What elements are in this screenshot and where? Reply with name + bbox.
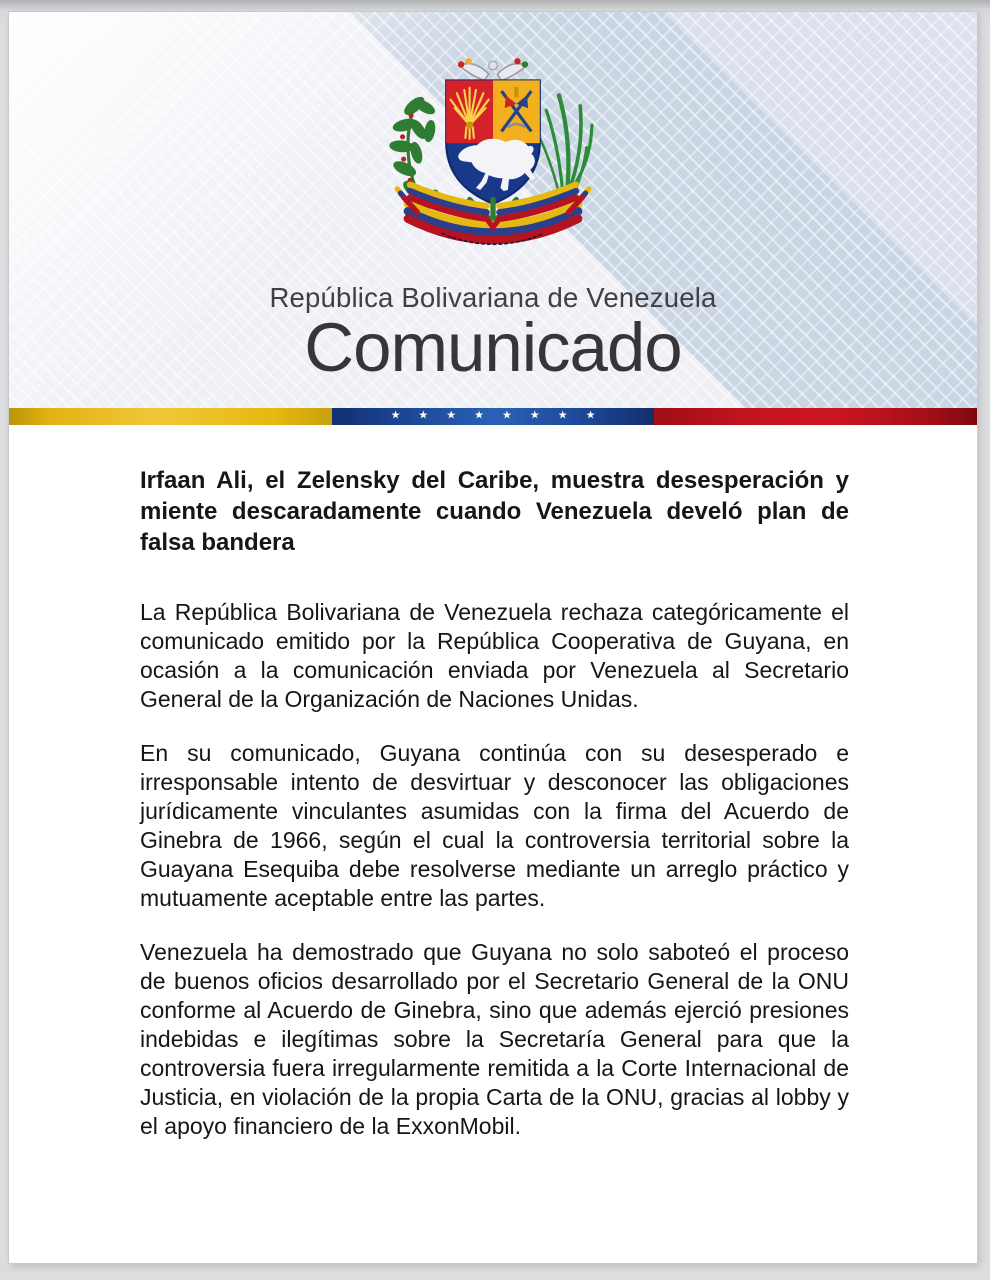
venezuela-coat-of-arms-icon <box>376 38 610 276</box>
paragraph-3: Venezuela ha demostrado que Guyana no solo saboteó el proceso de buenos oficios desarrollado por el Secretario General de la ONU conforme al Acuerdo de Ginebra, sino que además ejerció presiones indebidas e ilegítimas sobre la Secretaría General para que la controversia fuera irregularmente remitida a la Corte Internacional de Justicia, en violación de la propia Carta de la ONU, gracias al lobby y el apoyo financiero de la ExxonMobil. <box>140 939 849 1139</box>
paragraph-1: La República Bolivariana de Venezuela rechaza categóricamente el comunicado emitido por la República Cooperativa de Guyana, en ocasión a la comunicación enviada por Venezuela al Secretario General de la Organización de Naciones Unidas. <box>140 599 849 712</box>
document-body <box>9 425 977 1141</box>
flag-stars: ★★★★★★★★ <box>390 409 614 422</box>
flag-band-yellow-segment <box>9 408 332 425</box>
document-header <box>9 12 977 408</box>
flag-band <box>9 408 977 425</box>
flag-band-red-segment <box>654 408 977 425</box>
country-name: República Bolivariana de Venezuela <box>269 282 717 313</box>
flag-band-blue-segment <box>332 408 655 425</box>
page-title: Comunicado <box>304 309 682 386</box>
communique-heading: Irfaan Ali, el Zelensky del Caribe, muestra desesperación y miente descaradamente cuando Venezuela develó plan de falsa bandera <box>140 467 849 556</box>
document-page <box>9 12 977 1263</box>
paragraph-2: En su comunicado, Guyana continúa con su desesperado e irresponsable intento de desvirtuar y desconocer las obligaciones jurídicamente vinculantes asumidas con la firma del Acuerdo de Ginebra de 1966, según el cual la controversia territorial sobre la Guayana Esequiba debe resolverse mediante un arreglo práctico y mutuamente aceptable entre las partes. <box>140 740 849 911</box>
